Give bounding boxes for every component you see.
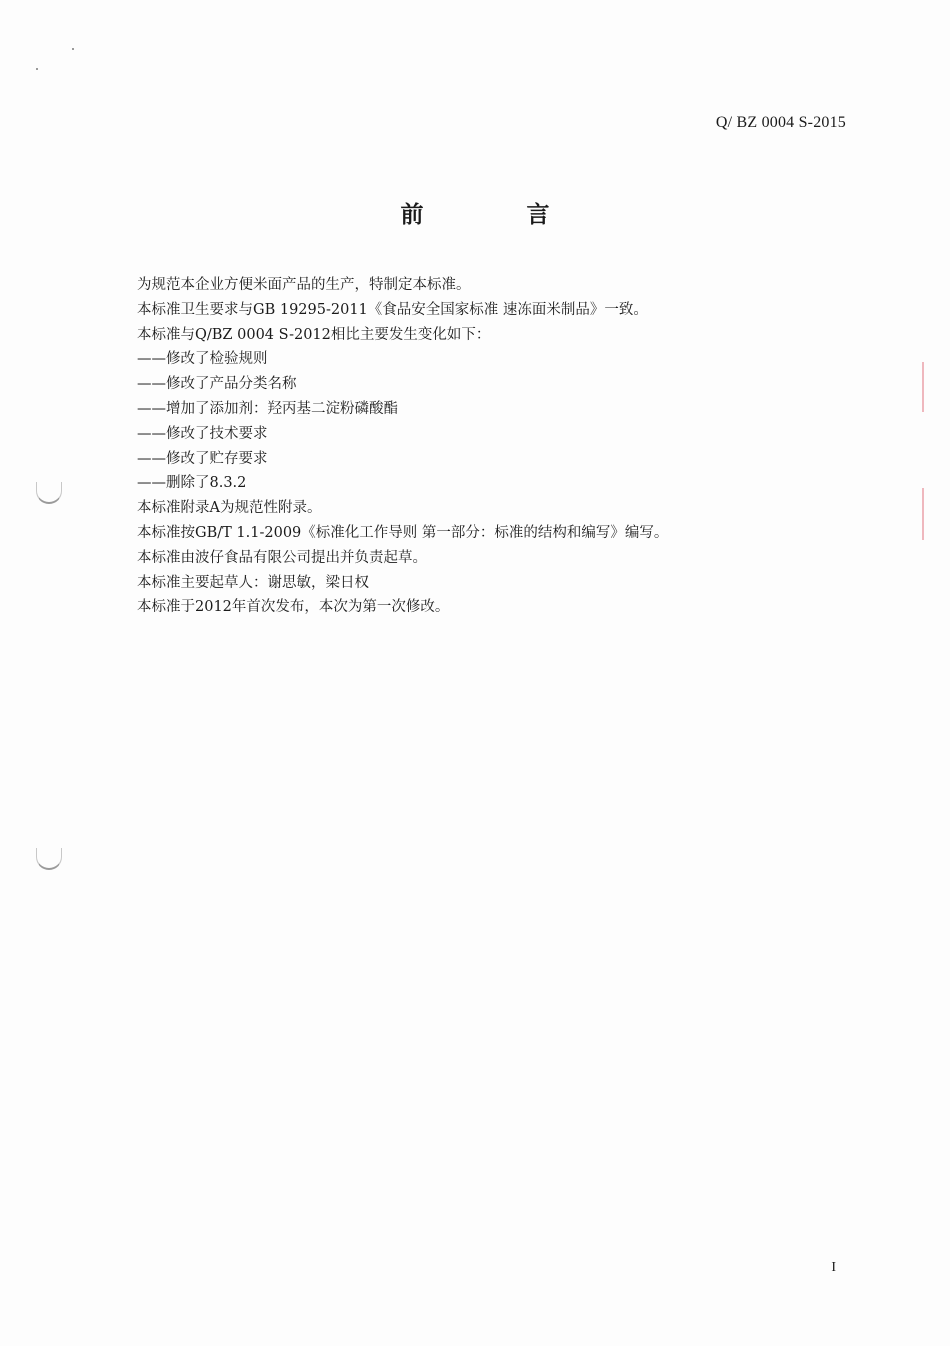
foreword-line: 本标准按GB/T 1.1-2009《标准化工作导则 第一部分：标准的结构和编写》编写。 (137, 524, 669, 541)
foreword-line: 为规范本企业方便米面产品的生产，特制定本标准。 (137, 277, 471, 293)
punch-hole-mark (36, 848, 62, 870)
foreword-body (137, 273, 837, 620)
change-item: ——修改了技术要求 (137, 425, 268, 442)
punch-hole-mark (36, 482, 62, 504)
scan-speck (72, 48, 74, 50)
foreword-line: 本标准附录A为规范性附录。 (137, 500, 322, 517)
standard-code: Q/ BZ 0004 S-2015 (715, 114, 846, 131)
foreword-line: 本标准主要起草人：谢思敏，梁日权 (137, 574, 369, 591)
foreword-line: 本标准由波仔食品有限公司提出并负责起草。 (137, 549, 427, 566)
page-title: 前 言 (400, 202, 590, 228)
change-item: ——修改了检验规则 (137, 351, 268, 368)
foreword-line: 本标准于2012年首次发布，本次为第一次修改。 (137, 599, 450, 616)
change-item: ——删除了8.3.2 (137, 475, 247, 492)
foreword-line: 本标准与Q/BZ 0004 S-2012相比主要发生变化如下： (137, 326, 491, 343)
stamp-edge-mark (922, 488, 946, 540)
page-number: I (831, 1260, 836, 1275)
foreword-line: 本标准卫生要求与GB 19295-2011《食品安全国家标准 速冻面米制品》一致。 (137, 301, 648, 318)
change-item: ——增加了添加剂：羟丙基二淀粉磷酸酯 (137, 400, 398, 417)
stamp-edge-mark (922, 362, 946, 412)
change-item: ——修改了产品分类名称 (137, 376, 297, 393)
change-item: ——修改了贮存要求 (137, 450, 268, 467)
scan-speck (36, 68, 38, 70)
